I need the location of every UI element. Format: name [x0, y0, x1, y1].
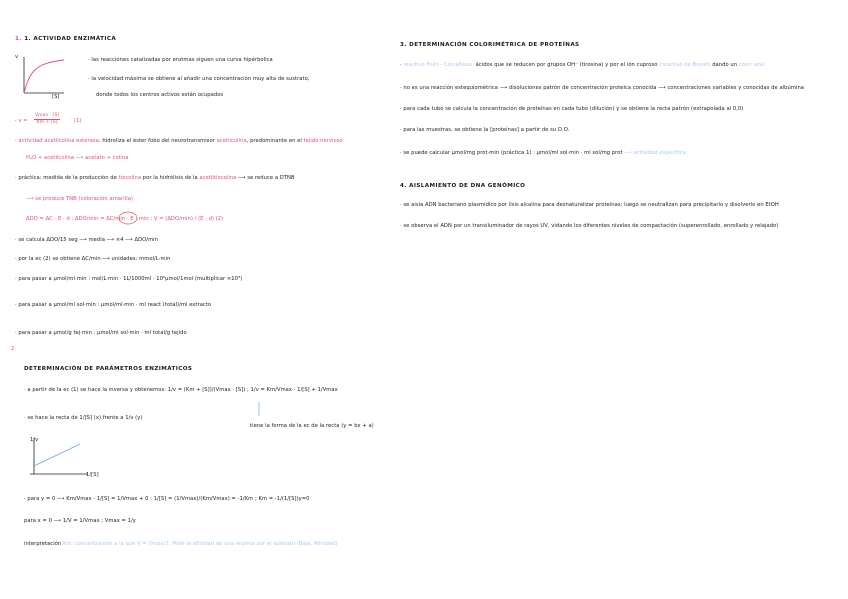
hyper-line-3: donde todos los centros activos están ocupados [96, 92, 224, 98]
proteins-line-3: · para cada tubo se calcula la concentración de proteínas en cada tubo (dilución) y se obtiene la recta patrón (extrapolada al 0,0) [400, 106, 744, 112]
section-1-title [15, 36, 116, 43]
x0-line: para x = 0 ⟶ 1/V = 1/Vmax ; Vmax = 1/y [24, 518, 136, 524]
section-2-number: 2. [11, 346, 17, 352]
graph1-y-label: v [15, 54, 19, 60]
mm-ref: (1) [74, 118, 82, 124]
calc-line: · se calcula ΔDO/15 seg ⟶ media ⟶ ×4 ⟶ ΔDO/min [15, 237, 159, 243]
conversion-1: · para pasar a µmol/ml·min : mol/L·min · 1L/1000ml · 10⁶µmol/1mol (multiplicar ×10³) [15, 276, 243, 282]
section-1-number: 1. [15, 36, 22, 42]
mm-fraction [34, 113, 60, 125]
mm-denominator: Km + [S] [36, 119, 58, 125]
activity-line-1: · actividad acetilcolina esterasa: hidroliza el éster fobo del neurotransmisor acetilcolina, predominante en el tejido nervioso [15, 138, 343, 144]
circle-highlight [118, 211, 138, 225]
proteins-line-5: · se puede calcular µmol/mg prot·min (práctica 1) : µmol/ml sol·min · ml sol/mg prot ⟶ actividad específica [400, 150, 686, 156]
absorbance-equation: ΔDO = ΔC · E · d ; ΔDO/min = ΔC/min · E · mín ; V = (ΔDO/min) / (E · d) (2) [26, 216, 224, 222]
graph2-x-label: 1/[S] [86, 472, 99, 478]
lineweaver-line-1: · a partir de la ec (1) se hace la inversa y obtenemos: 1/v = (Km + [S])/(Vmax · [S]) ; 1/v = Km/Vmax · 1/[S] + 1/Vmax [24, 387, 338, 393]
practice-line-2: ⟶ se produce TNB (coloración amarilla) [26, 196, 133, 202]
section-3-title: 3. DETERMINACIÓN COLORIMÉTRICA DE PROTEÍNAS [400, 42, 580, 48]
conversion-3: · para pasar a µmol/g tej·min : µmol/ml sol·min · ml total/g tejido [15, 330, 187, 336]
graph2-y-label: 1/v [30, 437, 39, 443]
section-4-title: 4. AISLAMIENTO DE DNA GENÓMICO [400, 183, 526, 189]
lineweaver-line-2: · se hace la recta de 1/[S] (x) frente a 1/v (y) [24, 415, 143, 421]
activity-line-2: H₂O + acetilcolina ⟶ acetato + colina [26, 155, 129, 161]
section-2-title: DETERMINACIÓN DE PARÁMETROS ENZIMÁTICOS [24, 366, 193, 372]
hyperbolic-curve-graph [20, 55, 80, 95]
proteins-line-4: · para las muestras, se obtiene la [proteínas] a partir de su D.O. [400, 127, 570, 133]
dna-line-2: · se observa el ADN por un transiluminador de rayos UV, vidando los diferentes niveles de compactación (superenrollado, enrollado y relajado) [400, 223, 779, 229]
proteins-line-1: · reactivo Folin - Ciocalteau: ácidos que se reducen por grupos OH⁻ (tirosina) y por el ión cuproso (reactivo de Biuret) dando un color azul [400, 62, 765, 68]
graph1-x-label: [S] [52, 94, 60, 100]
hyper-line-2: · la velocidad máxima se obtiene al añadir una concentración muy alta de sustrato, [88, 76, 310, 82]
interpretation-line: interpretación Km: concentración a la que V = Vmax/2. Mide la afinidad de una enzima por el sustrato (Baja, Afinidad) [24, 541, 338, 547]
mm-numerator: Vmax · [S] [35, 113, 60, 118]
conversion-2: · para pasar a µmol/ml sol·min : µmol/ml·min · ml react (total)/ml extracto [15, 302, 212, 308]
lineweaver-note: tiene la forma de la ec de la recta (y = bx + a) [250, 423, 374, 429]
section-1-title-text: 1. ACTIVIDAD ENZIMÁTICA [24, 36, 117, 42]
hyper-line-1: · las reacciones catalizadas por enzimas siguen una curva hipérbolica [88, 57, 273, 63]
proteins-line-2: · no es una reacción estequiométrica ⟶ disoluciones patrón de concentración proteica conocida ⟶ concentraciones variables y conocidas de albúmina [400, 85, 805, 91]
mm-prefix: v = [18, 118, 28, 124]
practice-line-1: · práctica: medida de la producción de tiocolina por la hidrólisis de la acetiltiocolina ⟶ se reduce a DTNB [15, 175, 295, 181]
arrow-down [256, 402, 262, 418]
mm-equation: · v = [15, 118, 28, 124]
ec2-line: · por la ec (2) se obtiene ΔC/min ⟶ unidades: mmol/L·min [15, 256, 171, 262]
dna-line-1: · se aisla ADN bacteriano plasmídico por lisis alcalina para desnaturalizar proteínas; luego se neutralizan para precipitarlo y disolverlo en EtOH [400, 202, 779, 208]
y0-line: · para y = 0 ⟶ Km/Vmax · 1/[S] = 1/Vmax + 0 ; 1/[S] = (1/Vmax)/(Km/Vmax) = -1/Km ; Km = -1/(1/[S])y=0 [24, 496, 310, 502]
